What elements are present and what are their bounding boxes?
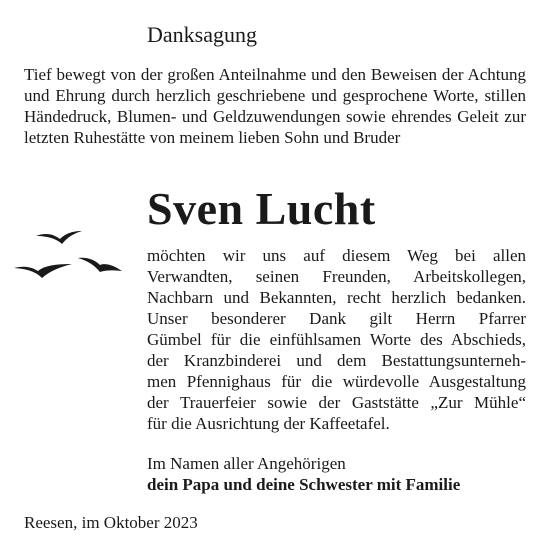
thanks-line: der Kranzbinderei und dem Bestattungsunterneh- — [147, 351, 526, 370]
thanks-line: der Trauerfeier sowie der Gaststätte „Zur Mühle“ — [147, 393, 526, 412]
thanks-line: men Pfennighaus für die würdevolle Ausgestaltung — [147, 372, 526, 391]
flying-birds-icon — [12, 222, 137, 284]
notice-heading: Danksagung — [147, 22, 257, 47]
signature-names: dein Papa und deine Schwester mit Familie — [147, 475, 461, 494]
intro-paragraph: Tief bewegt von der großen Anteilnahme und den Beweisen der Achtung und Ehrung durch herzlich geschriebene und gesprochene Worte, stillen Händedruck, Blumen- und Geldzuwendungen sowie ehrendes Geleit zur letzten Ruhestätte von meinem lieben Sohn und Bruder — [24, 65, 526, 147]
thanks-line: Unser besonderer Dank gilt Herrn Pfarrer — [147, 309, 526, 328]
thanks-line: Verwandten, seinen Freunden, Arbeitskollegen, — [147, 267, 526, 286]
thanks-paragraph — [147, 245, 526, 434]
place-and-date: Reesen, im Oktober 2023 — [24, 513, 198, 532]
signature-intro: Im Namen aller Angehörigen — [147, 454, 346, 473]
deceased-name: Sven Lucht — [147, 183, 376, 234]
thanks-line: Nachbarn und Bekannten, recht herzlich bedanken. — [147, 288, 526, 307]
thanks-line: Gümbel für die einfühlsamen Worte des Abschieds, — [147, 330, 526, 349]
thanks-line: für die Ausrichtung der Kaffeetafel. — [147, 414, 390, 433]
thanks-line: möchten wir uns auf diesem Weg bei allen — [147, 246, 526, 265]
